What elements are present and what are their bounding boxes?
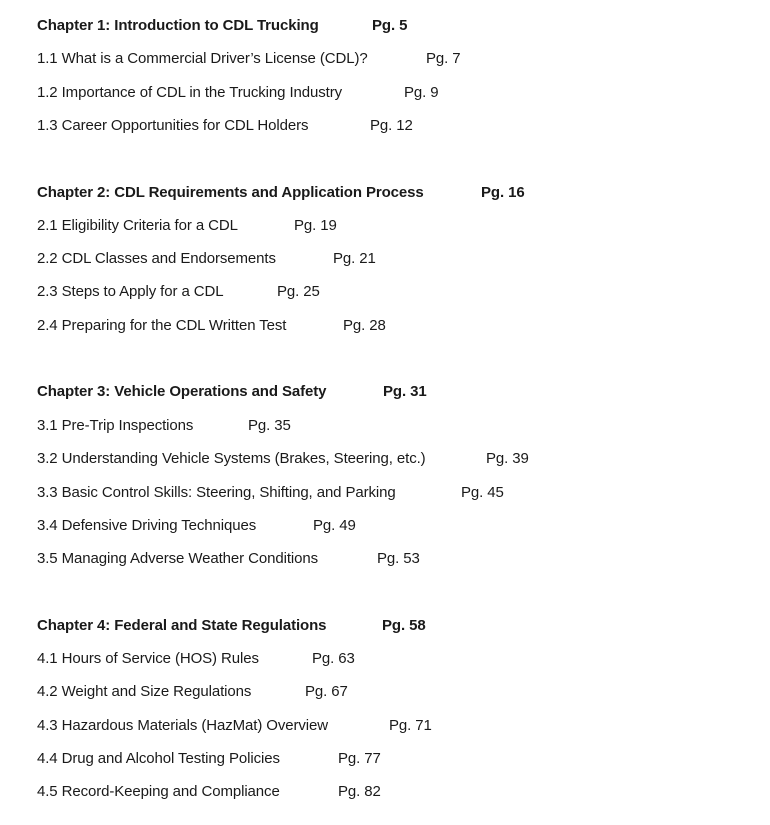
section-3-4-title: 3.4 Defensive Driving Techniques — [37, 517, 257, 534]
section-1-1-title: 1.1 What is a Commercial Driver’s License (CDL)? — [37, 50, 368, 67]
section-3-2-page: Pg. 39 — [486, 450, 529, 467]
section-4-4-title: 4.4 Drug and Alcohol Testing Policies — [37, 750, 280, 767]
chapter-3-title: Chapter 3: Vehicle Operations and Safety — [37, 383, 327, 400]
section-1-2-page: Pg. 9 — [404, 84, 439, 101]
section-2-3-page: Pg. 25 — [277, 283, 320, 300]
section-3-5-page: Pg. 53 — [377, 550, 420, 567]
section-4-3-page: Pg. 71 — [389, 717, 432, 734]
section-4-1-page: Pg. 63 — [312, 650, 355, 667]
section-2-1-page: Pg. 19 — [294, 217, 337, 234]
section-4-1-title: 4.1 Hours of Service (HOS) Rules — [37, 650, 259, 667]
section-1-1-page: Pg. 7 — [426, 50, 461, 67]
section-2-3-title: 2.3 Steps to Apply for a CDL — [37, 283, 224, 300]
section-4-5-title: 4.5 Record-Keeping and Compliance — [37, 783, 280, 800]
section-2-2-page: Pg. 21 — [333, 250, 376, 267]
section-4-2-title: 4.2 Weight and Size Regulations — [37, 683, 252, 700]
section-2-1-title: 2.1 Eligibility Criteria for a CDL — [37, 217, 238, 234]
section-4-3-title: 4.3 Hazardous Materials (HazMat) Overview — [37, 717, 328, 734]
chapter-4-page: Pg. 58 — [382, 617, 426, 634]
section-3-2-title: 3.2 Understanding Vehicle Systems (Brakes, Steering, etc.) — [37, 450, 426, 467]
section-2-4-page: Pg. 28 — [343, 317, 386, 334]
chapter-2-page: Pg. 16 — [481, 184, 525, 201]
chapter-4-title: Chapter 4: Federal and State Regulations — [37, 617, 327, 634]
chapter-1-title: Chapter 1: Introduction to CDL Trucking — [37, 17, 319, 34]
section-1-2-title: 1.2 Importance of CDL in the Trucking Industry — [37, 84, 342, 101]
section-3-3-title: 3.3 Basic Control Skills: Steering, Shifting, and Parking — [37, 484, 396, 501]
chapter-2-title: Chapter 2: CDL Requirements and Application Process — [37, 184, 424, 201]
section-3-1-title: 3.1 Pre-Trip Inspections — [37, 417, 194, 434]
section-4-2-page: Pg. 67 — [305, 683, 348, 700]
section-4-4-page: Pg. 77 — [338, 750, 381, 767]
section-1-3-title: 1.3 Career Opportunities for CDL Holders — [37, 117, 309, 134]
section-1-3-page: Pg. 12 — [370, 117, 413, 134]
section-3-3-page: Pg. 45 — [461, 484, 504, 501]
chapter-3-page: Pg. 31 — [383, 383, 427, 400]
section-4-5-page: Pg. 82 — [338, 783, 381, 800]
section-2-2-title: 2.2 CDL Classes and Endorsements — [37, 250, 276, 267]
section-3-1-page: Pg. 35 — [248, 417, 291, 434]
section-3-5-title: 3.5 Managing Adverse Weather Conditions — [37, 550, 318, 567]
chapter-1-page: Pg. 5 — [372, 17, 408, 34]
section-2-4-title: 2.4 Preparing for the CDL Written Test — [37, 317, 287, 334]
section-3-4-page: Pg. 49 — [313, 517, 356, 534]
